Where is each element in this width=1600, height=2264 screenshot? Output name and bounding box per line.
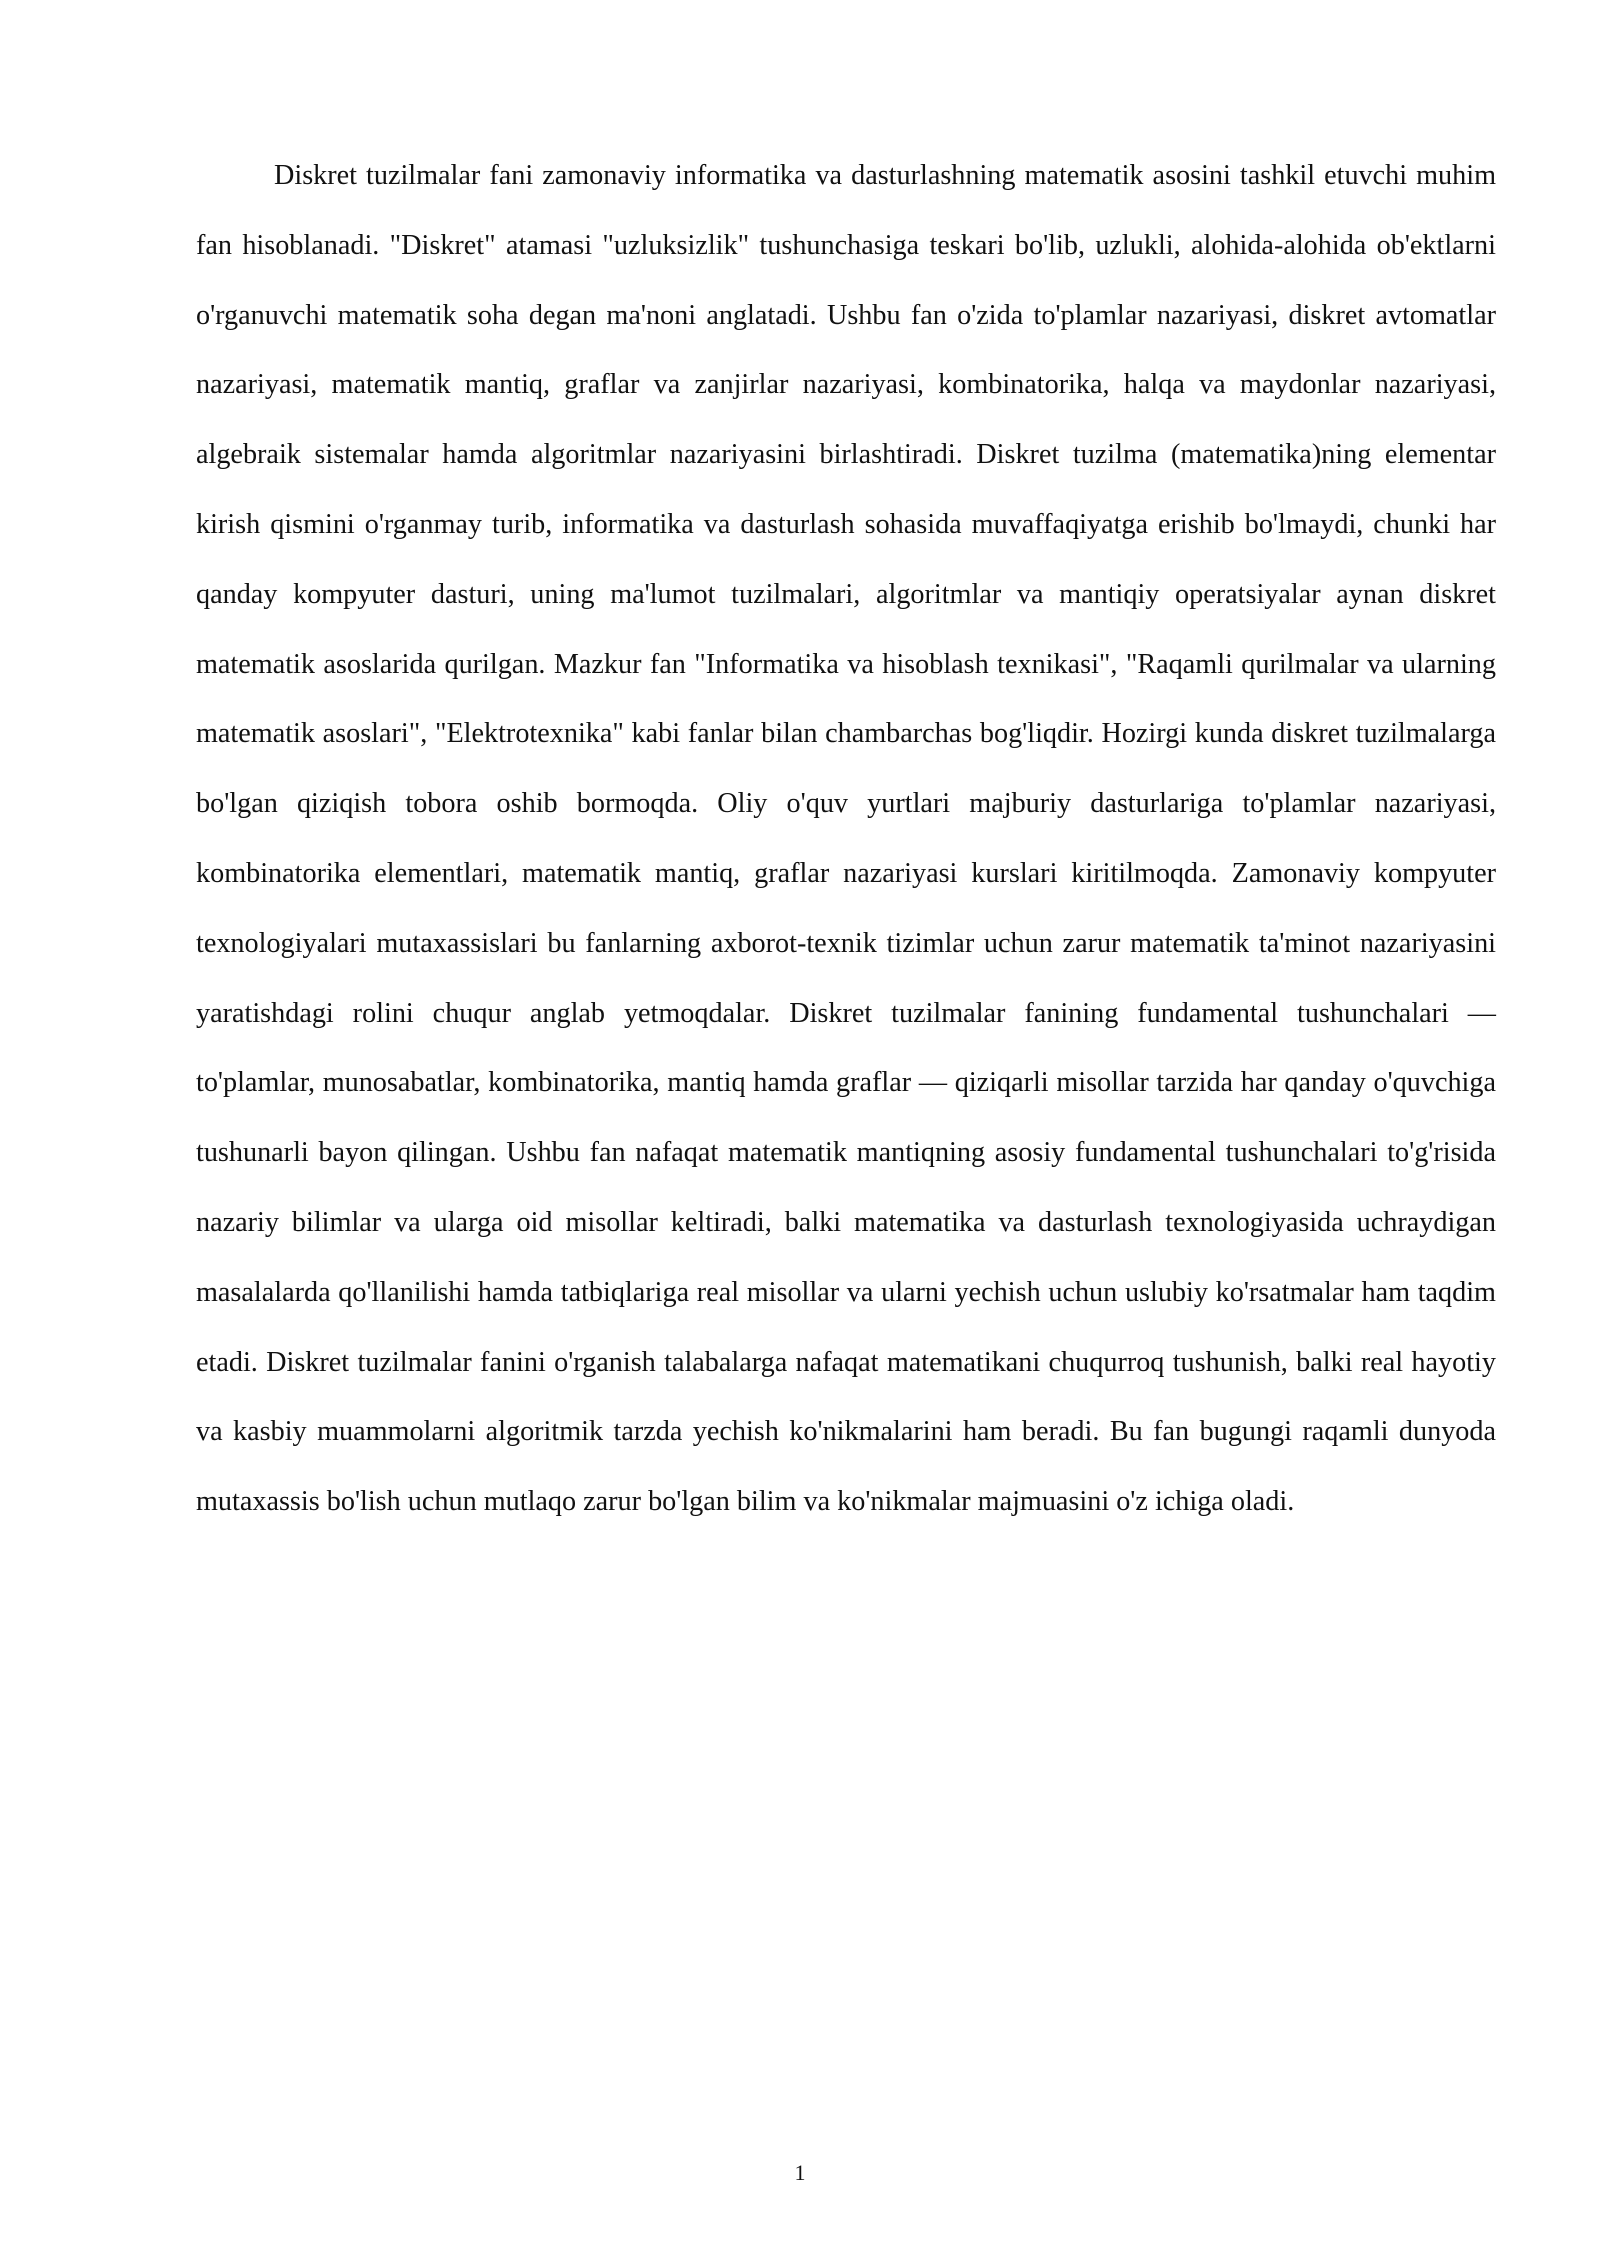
body-paragraph: Diskret tuzilmalar fani zamonaviy informatika va dasturlashning matematik asosini tashkil etuvchi muhim fan hisoblanadi. "Diskret" atamasi "uzluksizlik" tushunchasiga teskari bo'lib, uzlukli, alohida-alohida ob'ektlarni o'rganuvchi matematik soha degan ma'noni anglatadi. Ushbu fan o'zida to'plamlar nazariyasi, diskret avtomatlar nazariyasi, matematik mantiq, graflar va zanjirlar nazariyasi, kombinatorika, halqa va maydonlar nazariyasi, algebraik sistemalar hamda algoritmlar nazariyasini birlashtiradi. Diskret tuzilma (matematika)ning elementar kirish qismini o'rganmay turib, informatika va dasturlash sohasida muvaffaqiyatga erishib bo'lmaydi, chunki har qanday kompyuter dasturi, uning ma'lumot tuzilmalari, algoritmlar va mantiqiy operatsiyalar aynan diskret matematik asoslarida qurilgan. Mazkur fan "Informatika va hisoblash texnikasi", "Raqamli qurilmalar va ularning matematik asoslari", "Elektrotexnika" kabi fanlar bilan chambarchas bog'liqdir. Hozirgi kunda diskret tuzilmalarga bo'lgan qiziqish tobora oshib bormoqda. Oliy o'quv yurtlari majburiy dasturlariga to'plamlar nazariyasi, kombinatorika elementlari, matematik mantiq, graflar nazariyasi kurslari kiritilmoqda. Zamonaviy kompyuter texnologiyalari mutaxassislari bu fanlarning axborot-texnik tizimlar uchun zarur matematik ta'minot nazariyasini yaratishdagi rolini chuqur anglab yetmoqdalar. Diskret tuzilmalar fanining fundamental tushunchalari — to'plamlar, munosabatlar, kombinatorika, mantiq hamda graflar — qiziqarli misollar tarzida har qanday o'quvchiga tushunarli bayon qilingan. Ushbu fan nafaqat matematik mantiqning asosiy fundamental tushunchalari to'g'risida nazariy bilimlar va ularga oid misollar keltiradi, balki matematika va dasturlash texnologiyasida uchraydigan masalalarda qo'llanilishi hamda tatbiqlariga real misollar va ularni yechish uchun uslubiy ko'rsatmalar ham taqdim etadi. Diskret tuzilmalar fanini o'rganish talabalarga nafaqat matematikani chuqurroq tushunish, balki real hayotiy va kasbiy muammolarni algoritmik tarzda yechish ko'nikmalarini ham beradi. Bu fan bugungi raqamli dunyoda mutaxassis bo'lish uchun mutlaqo zarur bo'lgan bilim va ko'nikmalar majmuasini o'z ichiga oladi. [196,160,1496,1518]
page-number: 1 [794,2160,806,2185]
